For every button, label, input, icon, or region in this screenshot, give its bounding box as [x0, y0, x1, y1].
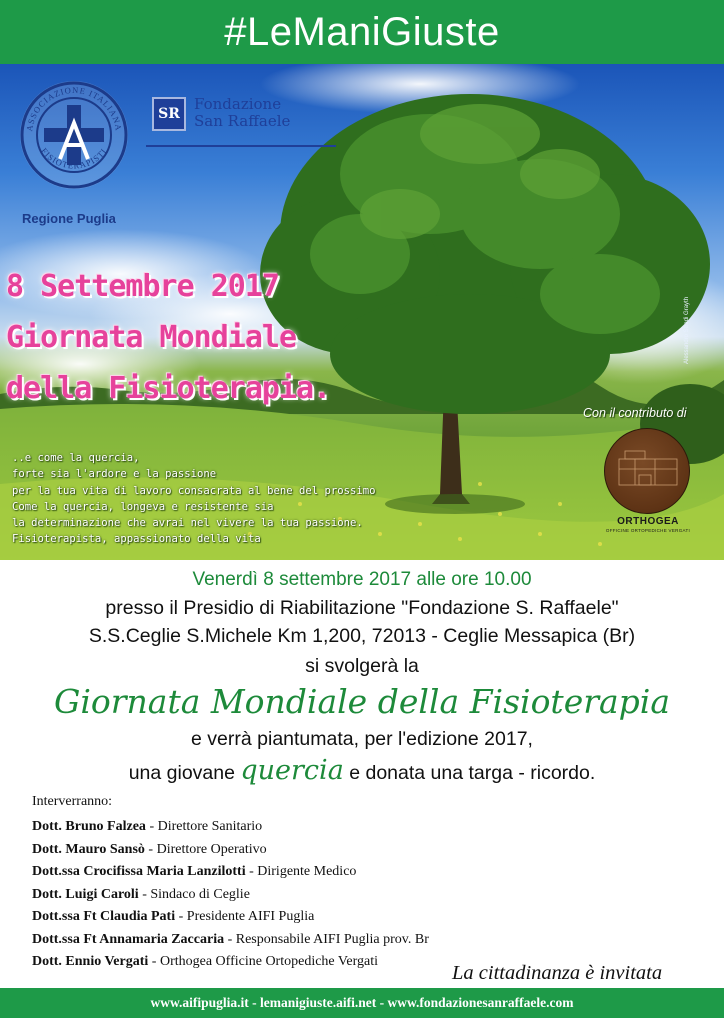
invitation-note: La cittadinanza è invitata [452, 962, 663, 984]
speaker-item [32, 884, 429, 907]
speakers-intro: Interverranno: [32, 794, 113, 809]
fsr-monogram: SR [152, 97, 186, 131]
speaker-name: Dott. Mauro Sansò [32, 841, 145, 857]
poem-line: per la tua vita di lavoro consacrata al bene del prossimo [12, 484, 376, 497]
oak-line-after: e donata una targa - ricordo. [343, 762, 596, 784]
speaker-role: - Orthogea Officine Ortopediche Vergati [148, 954, 379, 969]
event-title: Giornata Mondiale della Fisioterapia [53, 682, 671, 721]
photo-credit: Alessandro Stradi Grayth [684, 296, 690, 364]
hero-image [0, 64, 724, 560]
speaker-item [32, 951, 429, 974]
headline-event-1: Giornata Mondiale [6, 320, 297, 355]
speaker-role: - Dirigente Medico [245, 864, 357, 879]
orthogea-name: ORTHOGEA [617, 516, 679, 527]
intro-line: si svolgerà la [305, 655, 419, 677]
hashtag-title: #LeManiGiuste [224, 9, 500, 54]
speaker-role: - Direttore Operativo [144, 841, 267, 857]
aifi-logo [18, 79, 130, 191]
fsr-name-line1: Fondazione [194, 95, 282, 113]
poem-line: ..e come la quercia, [12, 452, 140, 464]
speaker-item [32, 929, 429, 952]
speakers-list [32, 794, 429, 974]
poem-text [12, 450, 376, 548]
speaker-name: Dott.ssa Crocifissa Maria Lanzilotti [32, 864, 246, 879]
speaker-name: Dott.ssa Ft Claudia Pati [32, 909, 176, 924]
speaker-item [32, 816, 429, 839]
poem-line: la determinazione che avrai nel vivere la tua passione. [12, 517, 363, 530]
speaker-role: - Responsabile AIFI Puglia prov. Br [224, 931, 429, 947]
sponsor-label: Con il contributo di [583, 406, 687, 420]
oak-line [0, 755, 724, 786]
top-banner [0, 0, 724, 64]
speaker-role: - Direttore Sanitario [145, 819, 263, 834]
poem-line: Come la quercia, longeva e resistente sia [12, 500, 274, 513]
planting-line: e verrà piantumata, per l'edizione 2017, [191, 728, 533, 750]
building-icon [605, 429, 691, 515]
footer-banner [0, 988, 724, 1018]
orthogea-subtitle: OFFICINE ORTOPEDICHE VERGATI [605, 528, 691, 533]
speaker-name: Dott. Bruno Falzea [32, 819, 146, 834]
orthogea-logo [604, 428, 690, 514]
fsr-rule [146, 145, 336, 147]
speaker-item [32, 839, 429, 862]
oak-line-before: una giovane [128, 762, 241, 784]
event-date: Venerdì 8 settembre 2017 alle ore 10.00 [192, 569, 532, 590]
address-line: S.S.Ceglie S.Michele Km 1,200, 72013 - Ceglie Messapica (Br) [88, 625, 636, 647]
poem-line: Fisioterapista, appassionato della vita [12, 533, 261, 546]
headline-date: 8 Settembre 2017 [6, 269, 279, 304]
footer-links[interactable]: www.aifipuglia.it - lemanigiuste.aifi.net - www.fondazionesanraffaele.com [150, 995, 574, 1010]
speaker-role: - Presidente AIFI Puglia [175, 909, 315, 924]
region-label: Regione Puglia [22, 211, 116, 226]
speaker-name: Dott.ssa Ft Annamaria Zaccaria [32, 931, 225, 947]
speaker-role: - Sindaco di Ceglie [138, 886, 250, 902]
venue-line: presso il Presidio di Riabilitazione "Fondazione S. Raffaele" [105, 597, 619, 619]
oak-highlight: quercia [240, 755, 344, 786]
speaker-name: Dott. Ennio Vergati [32, 954, 149, 969]
poem-line: forte sia l'ardore e la passione [12, 468, 217, 481]
speaker-item [32, 861, 429, 884]
fondazione-san-raffaele-logo [146, 89, 336, 147]
svg-text:FISIOTERAPISTI: FISIOTERAPISTI [39, 145, 109, 171]
speaker-name: Dott. Luigi Caroli [32, 886, 139, 902]
svg-text:ASSOCIAZIONE ITALIANA: ASSOCIAZIONE ITALIANA [24, 84, 124, 132]
speaker-item [32, 906, 429, 929]
headline-event-2: della Fisioterapia. [6, 371, 331, 406]
fsr-name-line2: San Raffaele [194, 112, 291, 130]
